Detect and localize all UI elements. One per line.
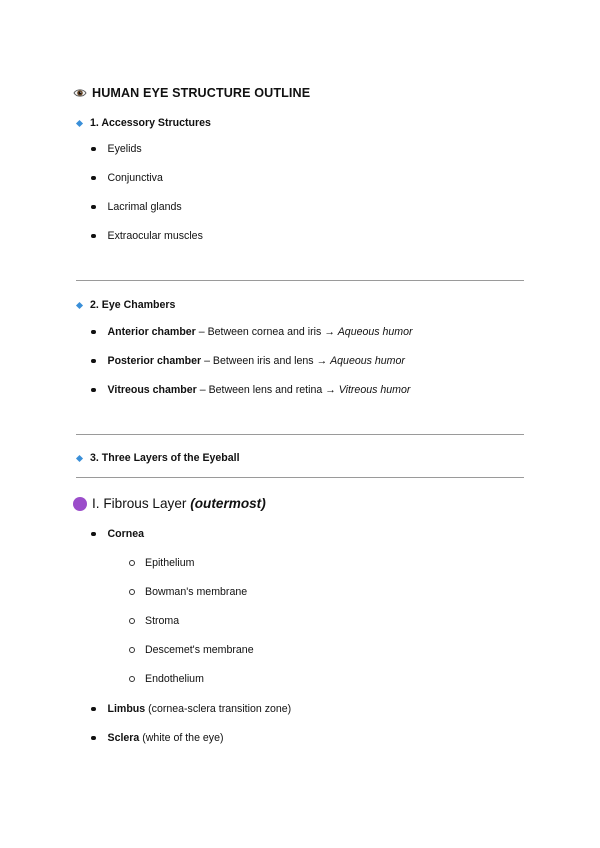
sub-list-item-text: Stroma [145,615,180,627]
bullet-icon [91,330,96,335]
list-item [91,172,163,184]
small-blue-diamond-icon [76,119,83,126]
chamber-desc: – Between lens and retina → [196,384,339,396]
sub-list-item-text: Descemet's membrane [145,644,254,656]
eye-icon [73,86,87,100]
sub-list-item [129,673,204,685]
small-blue-diamond-icon [76,454,83,461]
chamber-term: Vitreous chamber [107,384,197,396]
sub-list-item-text: Endothelium [145,673,204,685]
bullet-icon [91,176,96,181]
sub-list-item-text: Epithelium [145,557,195,569]
chamber-fluid: Aqueous humor [330,355,405,367]
list-item-text: Conjunctiva [107,172,163,184]
chamber-fluid: Aqueous humor [337,326,413,338]
hollow-bullet-icon [129,589,135,595]
list-item [91,143,142,155]
list-item [91,355,405,367]
section-heading-text: 1. Accessory Structures [90,117,211,129]
chamber-term: Posterior chamber [107,355,202,367]
hollow-bullet-icon [129,647,135,653]
list-item-sclera [91,732,224,744]
bullet-icon [91,205,96,210]
title-text: HUMAN EYE STRUCTURE OUTLINE [92,86,311,100]
section-heading-text: 3. Three Layers of the Eyeball [90,452,240,464]
list-item-text: Cornea [107,528,144,540]
bullet-icon [91,234,96,239]
list-item-cornea [91,528,144,540]
document-title [73,86,310,100]
bullet-icon [91,388,96,393]
small-blue-diamond-icon [76,301,83,308]
purple-circle-icon [73,497,87,511]
divider [76,280,524,281]
chamber-desc: – Between iris and lens → [201,355,331,367]
section-heading-layers [76,452,240,464]
list-item-desc: (white of the eye) [139,732,224,744]
hollow-bullet-icon [129,560,135,566]
section-heading-text: 2. Eye Chambers [90,299,176,311]
layer-heading-text: I. Fibrous Layer [92,496,191,511]
sub-list-item [129,586,247,598]
bullet-icon [91,707,96,712]
divider [76,434,524,435]
bullet-icon [91,736,96,741]
layer-heading-fibrous [73,496,266,511]
list-item-text: Extraocular muscles [107,230,203,242]
layer-heading-qualifier: (outermost) [190,496,266,511]
bullet-icon [91,359,96,364]
bullet-icon [91,147,96,152]
list-item [91,230,203,242]
list-item-limbus [91,703,291,715]
section-heading-accessory [76,117,211,129]
hollow-bullet-icon [129,618,135,624]
list-item-term: Limbus [107,703,146,715]
sub-list-item-text: Bowman's membrane [145,586,248,598]
section-heading-chambers [76,299,175,311]
chamber-desc: – Between cornea and iris → [195,326,338,338]
list-item-term: Sclera [107,732,140,744]
hollow-bullet-icon [129,676,135,682]
list-item-text: Lacrimal glands [107,201,182,213]
chamber-fluid: Vitreous humor [338,384,411,396]
list-item [91,384,410,396]
sub-list-item [129,644,254,656]
list-item [91,326,413,338]
list-item-desc: (cornea-sclera transition zone) [145,703,292,715]
list-item-text: Eyelids [107,143,142,155]
list-item [91,201,182,213]
divider [76,477,524,478]
bullet-icon [91,532,96,537]
chamber-term: Anterior chamber [107,326,196,338]
sub-list-item [129,557,194,569]
sub-list-item [129,615,179,627]
